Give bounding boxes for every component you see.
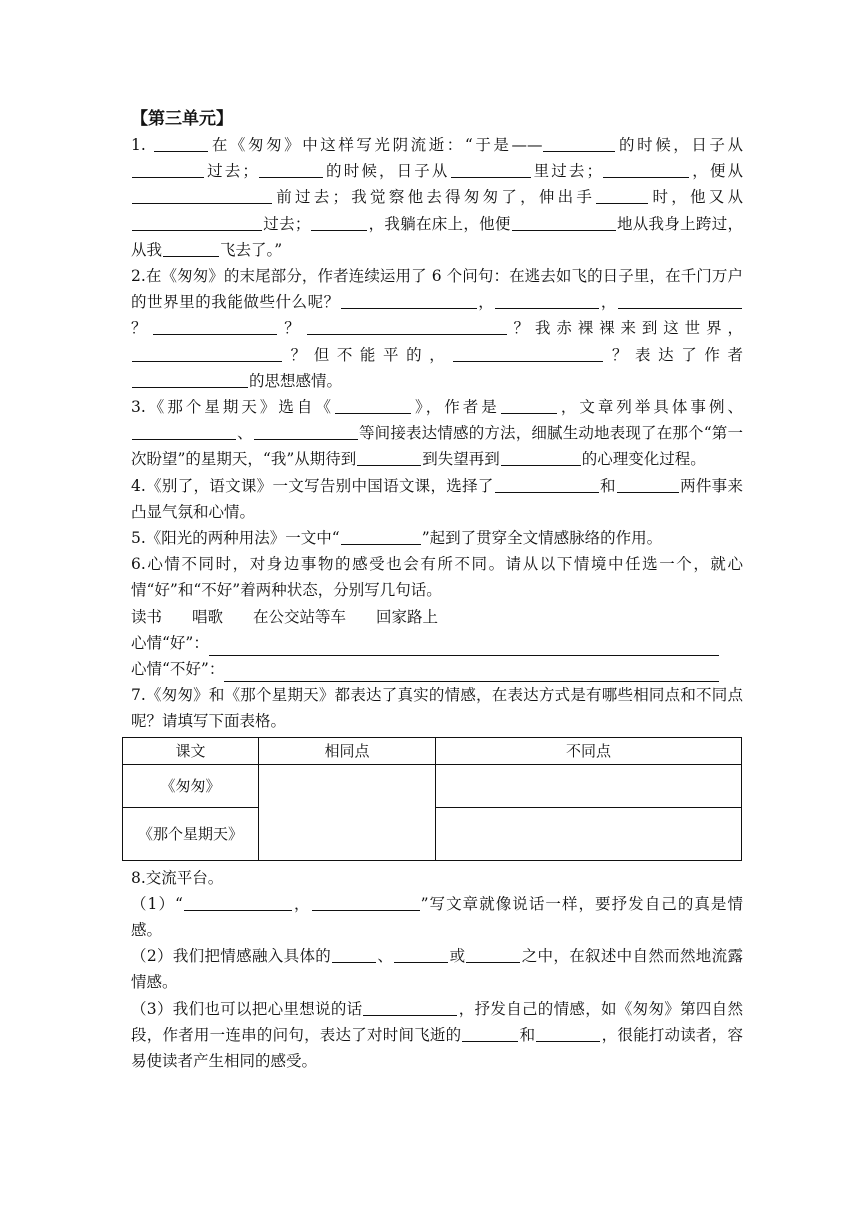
worksheet-page — [131, 106, 743, 1074]
blank[interactable] — [341, 528, 421, 545]
blank[interactable] — [363, 999, 457, 1016]
blank[interactable] — [332, 946, 376, 963]
blank[interactable] — [184, 894, 292, 911]
unit-heading: 【第三单元】 — [131, 109, 233, 129]
question-1: 1. 在《匆匆》中这样写光阴流逝：“于是—— 的时候，日子从过去； 的时候，日子从 里过去； ，便从前过去；我觉察他去得匆匆了，伸出手 时，他又从过去； ，我躺在床上，他便 地从我身上跨过，从我 飞去了。” — [131, 136, 743, 259]
question-8-part-1: （1）“ ， ”写文章就像说话一样，要抒发自己的真是情感。 — [131, 894, 743, 940]
blank[interactable] — [617, 476, 679, 493]
question-8-part-2: （2）我们把情感融入具体的 、 或 之中，在叙述中自然而然地流露情感。 — [131, 947, 743, 992]
header-same: 相同点 — [259, 737, 436, 764]
blank[interactable] — [312, 894, 420, 911]
blank[interactable] — [132, 345, 282, 362]
option-singing: 唱歌 — [192, 607, 224, 626]
blank[interactable] — [335, 397, 411, 414]
blank[interactable] — [163, 240, 219, 257]
row-label-congcong: 《匆匆》 — [123, 764, 259, 807]
blank[interactable] — [495, 292, 599, 309]
blank[interactable] — [596, 187, 648, 204]
header-different: 不同点 — [436, 737, 742, 764]
blank[interactable] — [462, 1025, 518, 1042]
bad-mood-label: 心情“不好”： — [131, 660, 225, 679]
option-bus-stop: 在公交站等车 — [253, 607, 347, 626]
question-7: 7.《匆匆》和《那个星期天》都表达了真实的情感，在表达方式是有哪些相同点和不同点呢？请填写下面表格。 — [131, 686, 743, 731]
situation-options — [131, 604, 743, 630]
bad-mood-row — [131, 656, 743, 682]
blank[interactable] — [132, 187, 272, 204]
blank[interactable] — [132, 423, 236, 440]
blank[interactable] — [451, 161, 531, 178]
cell-different-answer-1[interactable] — [436, 764, 742, 807]
row-label-sunday: 《那个星期天》 — [123, 807, 259, 860]
cell-different-answer-2[interactable] — [436, 807, 742, 860]
blank[interactable] — [512, 214, 616, 231]
blank[interactable] — [453, 345, 603, 362]
blank[interactable] — [536, 1025, 600, 1042]
blank[interactable] — [603, 161, 689, 178]
blank[interactable] — [618, 292, 742, 309]
blank[interactable] — [307, 318, 507, 335]
question-8: 8.交流平台。 — [131, 868, 224, 887]
blank[interactable] — [311, 214, 367, 231]
blank[interactable] — [341, 292, 477, 309]
question-3: 3.《那个星期天》选自《 》，作者是 ，文章列举具体事例、、 等间接表达情感的方法，细腻生动地表现了在那个“第一次盼望”的星期天，“我”从期待到 到失望再到 的心理变化过程。 — [131, 398, 743, 469]
blank[interactable] — [132, 371, 248, 388]
question-5: 5.《阳光的两种用法》一文中“ ”起到了贯穿全文情感脉络的作用。 — [131, 529, 663, 548]
blank[interactable] — [501, 397, 557, 414]
blank[interactable] — [259, 161, 323, 178]
blank[interactable] — [357, 449, 421, 466]
blank[interactable] — [495, 476, 599, 493]
blank[interactable] — [466, 946, 520, 963]
header-text: 课文 — [123, 737, 259, 764]
blank[interactable] — [132, 161, 204, 178]
question-2: 2.在《匆匆》的末尾部分，作者连续运用了 6 个问句：在逃去如飞的日子里，在千门万户的世界里的我能做些什么呢？ ， ，？ ？ ？我赤裸裸来到这世界，？但不能平的， ？表达了作者的思想感情。 — [131, 267, 743, 390]
blank[interactable] — [132, 214, 262, 231]
good-mood-row — [131, 630, 743, 656]
question-8-part-3: （3）我们也可以把心里想说的话 ，抒发自己的情感，如《匆匆》第四自然段，作者用一连串的问句，表达了对时间飞逝的 和 ，很能打动读者，容易使读者产生相同的感受。 — [131, 999, 743, 1071]
option-reading: 读书 — [131, 607, 163, 626]
blank[interactable] — [394, 946, 448, 963]
blank[interactable] — [543, 135, 615, 152]
good-mood-label: 心情“好”： — [131, 633, 209, 652]
blank[interactable] — [501, 449, 581, 466]
question-4: 4.《别了，语文课》一文写告别中国语文课，选择了 和 两件事来凸显气氛和心情。 — [131, 476, 743, 521]
option-way-home: 回家路上 — [376, 607, 439, 626]
good-mood-answer-line[interactable] — [209, 636, 719, 656]
blank[interactable] — [153, 318, 277, 335]
comparison-table — [122, 737, 742, 861]
question-6: 6.心情不同时，对身边事物的感受也会有所不同。请从以下情境中任选一个，就心情“好”和“不好”着两种状态，分别写几句话。 — [131, 555, 743, 600]
cell-same-answer[interactable] — [259, 764, 436, 860]
blank[interactable] — [154, 135, 208, 152]
bad-mood-answer-line[interactable] — [224, 662, 719, 682]
blank[interactable] — [254, 423, 358, 440]
